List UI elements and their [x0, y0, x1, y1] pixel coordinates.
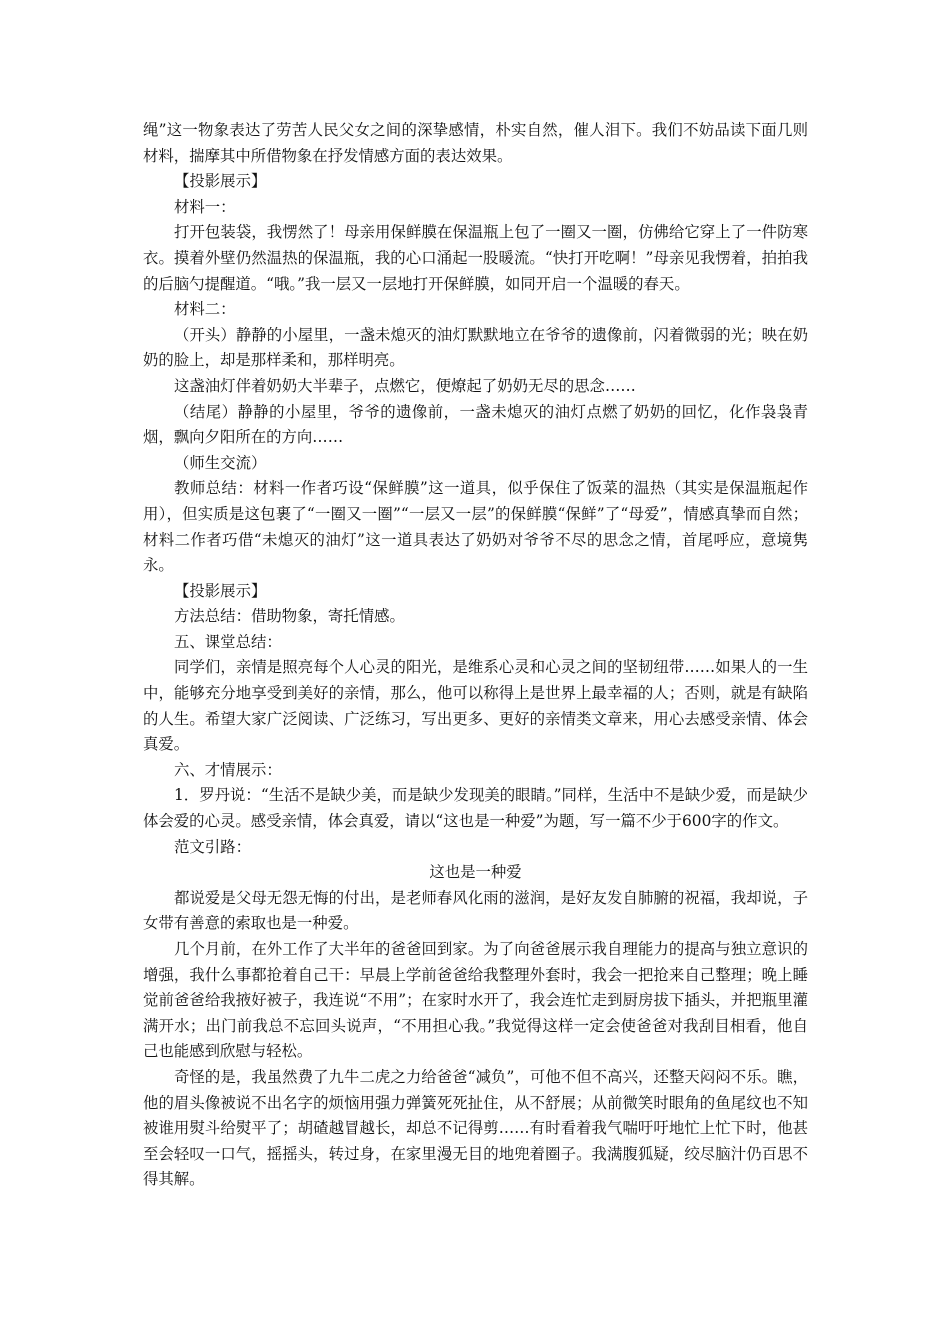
paragraph: （师生交流） [174, 453, 267, 472]
paragraph: 都说爱是父母无怨无悔的付出，是老师春风化雨的滋润，是好友发自肺腑的祝福，我却说，子女带有善意的索取也是一种爱。 [143, 888, 808, 933]
essay-title: 这也是一种爱 [429, 863, 522, 882]
paragraph: 奇怪的是，我虽然费了九牛二虎之力给爸爸“减负”，可他不但不高兴，还整天闷闷不乐。瞧，他的眉头像被说不出名字的烦恼用强力弹簧死死扯住，从不舒展；从前微笑时眼角的鱼尾纹也不知被谁用熨斗给熨平了；胡碴越冒越长，却总不记得剪……有时看着我气喘吁吁地忙上忙下时，他甚至会轻叹一口气，摇摇头，转过身，在家里漫无目的地兜着圈子。我满腹狐疑，绞尽脑汁仍百思不得其解。 [143, 1067, 808, 1189]
paragraph: 材料二： [174, 300, 236, 319]
paragraph: 同学们，亲情是照亮每个人心灵的阳光，是维系心灵和心灵之间的坚韧纽带……如果人的一生中，能够充分地享受到美好的亲情，那么，他可以称得上是世界上最幸福的人；否则，就是有缺陷的人生。希望大家广泛阅读、广泛练习，写出更多、更好的亲情类文章来，用心去感受亲情、体会真爱。 [143, 658, 808, 754]
paragraph: 几个月前，在外工作了大半年的爸爸回到家。为了向爸爸展示我自理能力的提高与独立意识的增强，我什么事都抢着自己干：早晨上学前爸爸给我整理外套时，我会一把抢来自己整理；晚上睡觉前爸爸给我掖好被子，我连说“不用”；在家时水开了，我会连忙走到厨房拔下插头，并把瓶里灌满开水；出门前我总不忘回头说声，“不用担心我。”我觉得这样一定会使爸爸对我刮目相看，他自己也能感到欣慰与轻松。 [143, 940, 808, 1061]
paragraph: 教师总结：材料一作者巧设“保鲜膜”这一道具，似乎保住了饭菜的温热（其实是保温瓶起作用），但实质是这包裹了“一圈又一圈”“一层又一层”的保鲜膜“保鲜”了“母爱”，情感真挚而自然；材料二作者巧借“未熄灭的油灯”这一道具表达了奶奶对爷爷不尽的思念之情，首尾呼应，意境隽永。 [143, 479, 808, 575]
paragraph: 【投影展示】 [174, 581, 267, 600]
paragraph: （开头）静静的小屋里，一盏未熄灭的油灯默默地立在爷爷的遗像前，闪着微弱的光；映在奶奶的脸上，却是那样柔和，那样明亮。 [143, 325, 808, 370]
paragraph: 五、课堂总结： [174, 632, 282, 651]
paragraph: 打开包装袋，我愣然了！母亲用保鲜膜在保温瓶上包了一圈又一圈，仿佛给它穿上了一件防寒衣。摸着外壁仍然温热的保温瓶，我的心口涌起一股暖流。“快打开吃啊！”母亲见我愣着，拍拍我的后脑勺提醒道。“哦。”我一层又一层地打开保鲜膜，如同开启一个温暖的春天。 [143, 223, 808, 293]
paragraph: （结尾）静静的小屋里，爷爷的遗像前，一盏未熄灭的油灯点燃了奶奶的回忆，化作袅袅青烟，飘向夕阳所在的方向…… [143, 402, 808, 447]
paragraph: 方法总结：借助物象，寄托情感。 [174, 607, 405, 626]
paragraph: 范文引路： [174, 837, 251, 856]
paragraph: 1．罗丹说：“生活不是缺少美，而是缺少发现美的眼睛。”同样，生活中不是缺少爱，而是缺少体会爱的心灵。感受亲情，体会真爱，请以“这也是一种爱”为题，写一篇不少于600字的作文。 [143, 786, 808, 831]
paragraph: 绳”这一物象表达了劳苦人民父女之间的深挚感情，朴实自然，催人泪下。我们不妨品读下面几则材料，揣摩其中所借物象在抒发情感方面的表达效果。 [143, 121, 808, 165]
paragraph: 材料一： [174, 197, 236, 216]
paragraph: 这盏油灯伴着奶奶大半辈子，点燃它，便燎起了奶奶无尽的思念…… [174, 376, 636, 395]
document-page [143, 118, 808, 1193]
paragraph: 六、才情展示： [174, 760, 282, 779]
paragraph: 【投影展示】 [174, 172, 267, 191]
